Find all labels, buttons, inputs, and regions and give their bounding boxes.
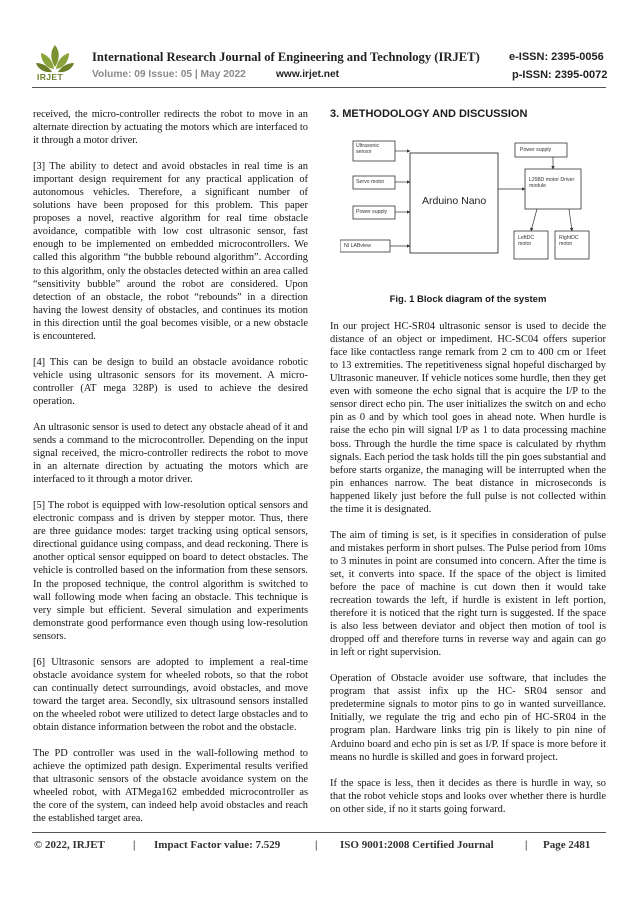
diagram-power-left-label: Power supply: [356, 209, 388, 216]
diagram-ultrasonic-label: Ultrasonic sensor: [356, 143, 380, 156]
journal-website-link[interactable]: www.irjet.net: [276, 69, 340, 80]
header-divider: [32, 87, 606, 88]
footer-separator: |: [133, 839, 136, 851]
diagram-right-motor-label: RightDC motor: [559, 235, 579, 248]
left-column: [33, 108, 308, 838]
left-paragraph: [5] The robot is equipped with low-resolution optical sensors and electronic compass and is driven by stepper motor. Thus, there are three guidance modes: target tracking using optical sensors, directional guidance using compass, and dead reckoning. There is another optical sensor equipped on board to detect obstacles. The vehicle is controlled based on the information from these sensors. In the proposed technique, the control algorithm is switched to wall following mode when facing an obstacle. This technique is very simple but efficient. Several simulation and experiments demonstrate good performance even though using low-resolution sensors.: [33, 500, 308, 642]
left-paragraph: The PD controller was used in the wall-following method to achieve the optimized path design. Experimental results verified that ultrasonic sensors of the obstacle avoidance system on the wheeled robot, with ATMega162 embedded microcontroller as the core of the system, can indeed help avoid obstacles and reach the established target area.: [33, 748, 308, 825]
left-paragraph: [3] The ability to detect and avoid obstacles in real time is an important design requirement for any practical application of autonomous vehicles. Therefore, a significant number of solutions have been proposed for this problem. This paper proposes a novel, reactive algorithm for real time obstacle avoidance, compatible with low cost ultrasonic sensor, fast enough to be implemented on embedded microcontrollers. We called this algorithm “the bubble rebound algorithm”. According to this algorithm, only the obstacles detected within an area called “sensitivity bubble” around the robot are considered. Upon detection of an obstacle, the robot “rebounds” in a direction having the lowest density of obstacles, and continues its motion in this direction until the goal becomes visible, or a new obstacle is encountered.: [33, 161, 308, 342]
p-issn: p-ISSN: 2395-0072: [512, 69, 608, 81]
logo-text: IRJET: [37, 72, 64, 82]
footer-separator: |: [525, 839, 528, 851]
left-paragraph: received, the micro-controller redirects the robot to move in an alternate direction by actuating the motors which are interfaced to it through a motor driver.: [33, 109, 308, 147]
diagram-driver-label: L298D motor Driver module: [529, 177, 575, 190]
diagram-servo-label: Servo motor: [356, 179, 385, 186]
diagram-center-label: Arduino Nano: [422, 195, 487, 208]
diagram-left-motor-label: LeftDC motor: [518, 235, 535, 248]
footer-divider: [32, 832, 606, 833]
footer-impact-factor: Impact Factor value: 7.529: [154, 839, 281, 851]
journal-title: International Research Journal of Engineering and Technology (IRJET): [92, 50, 480, 64]
right-paragraph: If the space is less, then it decides as there is hurdle in way, so that the robot vehicle stops and looks over whether there is hurdle on other side, if no it starts going forward.: [330, 777, 606, 815]
diagram-labview-label: NI LABview: [344, 243, 371, 250]
e-issn: e-ISSN: 2395-0056: [509, 51, 604, 63]
volume-issue: Volume: 09 Issue: 05 | May 2022: [92, 69, 246, 80]
left-paragraph: [4] This can be design to build an obstacle avoidance robotic vehicle using ultrasonic sensors for its movement. A micro-controller (AT mega 328P) is used to achieve the desired operation.: [33, 356, 308, 407]
figure-caption: Fig. 1 Block diagram of the system: [389, 294, 547, 306]
left-paragraph: An ultrasonic sensor is used to detect any obstacle ahead of it and sends a command to the microcontroller. Depending on the input signal received, the micro-controller redirects the robot to move in an alternate direction by actuating the motors which are interfaced to it through a motor driver.: [33, 421, 308, 486]
footer-separator: |: [315, 839, 318, 851]
diagram-power-right-label: Power supply: [520, 147, 552, 154]
right-paragraph: The aim of timing is set, is it specifies in consideration of pulse and mistakes perform in short pulses. The Pulse period from 10ms to 3 minutes in point are consumed into concern. After the time is set, it converts into space. If the space of the object is limited before the pace of machine is cut down then it would take recreation towards the left, if hurdle is existent in left portion, therefore it is noticed that the right turn is suggested. If the space is also less between deviator and object then motion of tool is dropped off and therefore turns in reverse way and again can go in left or right supervision.: [330, 529, 606, 659]
footer-copyright: © 2022, IRJET: [34, 839, 105, 851]
right-paragraph: In our project HC-SR04 ultrasonic sensor is used to decide the distance of an object or impediment. HC-SC04 offers superior face like contactless range remark from 2 cm to 400 cm or 1feet to 13 extremities. The repetitiveness signal hopeful discharged by Ultrasonic maneuver. If vehicle notices some hurdle, then they get even with someone the echo signal that is acquire the I/P to the sensor direct echo pin. The user initializes the switch on and echo pin as 0 and by which tool goes in ahead note. When hurdle is raise the echo pin will signal I/P as 1 to data processing machine boss. Through the hurdle the time space is calculated by rhythm signals. Each period the task holds till the pin goes substantial and before starts organize, the managing will be interrupted when the pin enhances narrow. The beat distance in microseconds is happened likely just before the full pulse is not collected within the time it is designated.: [330, 321, 606, 515]
right-paragraph: Operation of Obstacle avoider use software, that includes the program that assist infix up the HC- SR04 sensor and predetermine signals to motor pins to go in wanted surveillance. Initially, we regulate the trig and echo pin of HC-SR04 in the program plan. Hardware links trig pin is likely to pin nine of Arduino board and echo pin is set as I/P. If space is more before it means no hurdle is skilled and goes in forward project.: [330, 673, 606, 763]
block-diagram: [340, 131, 610, 281]
right-column: [330, 108, 606, 829]
footer-iso-certification: ISO 9001:2008 Certified Journal: [340, 839, 494, 851]
footer-page-number: Page 2481: [543, 839, 591, 851]
section-heading: 3. METHODOLOGY AND DISCUSSION: [330, 108, 528, 120]
left-paragraph: [6] Ultrasonic sensors are adopted to implement a real-time obstacle avoidance system for wheeled robots, so that the robot can continually detect surroundings, avoid obstacles, and move toward the target area. Secondly, six ultrasound sensors installed on the wheeled robot were utilized to detect large obstacles and to obtain distance information between the robot and the obstacle.: [33, 656, 308, 733]
page-header: [0, 0, 638, 92]
